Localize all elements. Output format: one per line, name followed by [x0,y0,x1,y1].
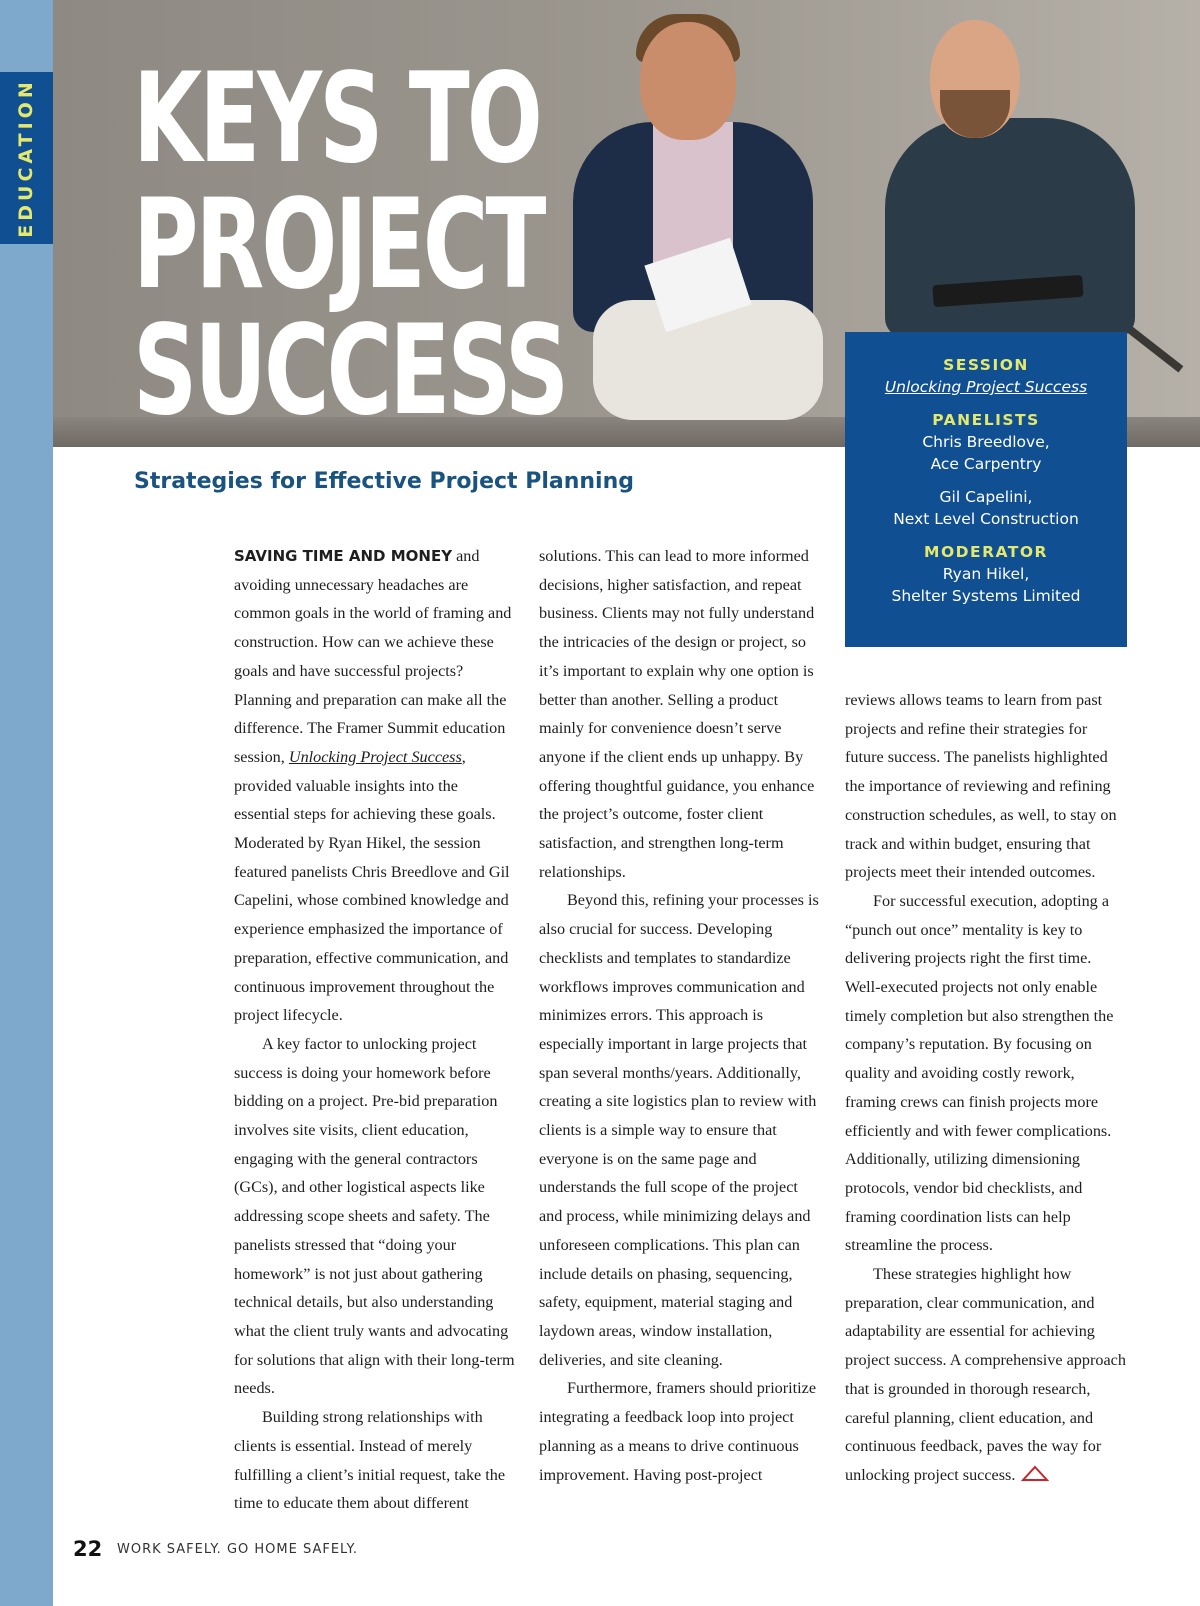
col2-paragraph-1: solutions. This can lead to more informed decisions, higher satisfaction, and repeat business. Clients may not fully understand the intricacies of the design or project, so it’s important to explain why one option is better than another. Selling a product mainly for convenience doesn’t serve anyone if the client ends up unhappy. By offering thoughtful guidance, you enhance the project’s outcome, foster client satisfaction, and strengthen long-term relationships. [539,547,815,881]
title-line-3: SUCCESS [133,299,567,443]
panelist-1-company: Ace Carpentry [930,455,1042,473]
panelist-2-company: Next Level Construction [893,510,1079,528]
article-column-1 [234,542,516,1518]
panelist-1-head [640,22,736,140]
section-label: EDUCATION [15,78,37,238]
panelists-heading: PANELISTS [932,410,1040,429]
footer-tagline: WORK SAFELY. GO HOME SAFELY. [117,1542,358,1557]
col2-paragraph-3: Furthermore, framers should prioritize integrating a feedback loop into project planning as a means to drive continuous improvement. Having post-project [539,1379,817,1484]
col1-p1-text-b: , provided valuable insights into the essential steps for achieving these goals. Moderated by Ryan Hikel, the session featured panelists Chris Breedlove and Gil Capelini, whose combined knowledge and experience emphasized the importance of preparation, effective communication, and continuous improvement throughout the project lifecycle. [234,747,510,1025]
article-column-3 [845,686,1127,1490]
col3-paragraph-3 [845,1260,1127,1490]
triangle-outline-icon [1021,1465,1049,1482]
col1-paragraph-1 [234,542,516,1030]
article-title [133,47,567,443]
title-line-1: KEYS TO [133,47,540,191]
col1-paragraph-2: A key factor to unlocking project success is doing your homework before bidding on a project. Pre-bid preparation involves site visits, client education, engaging with the general contractors (GCs), and other logistical aspects like addressing scope sheets and safety. The panelists stressed that “doing your homework” is not just about gathering technical details, but also understanding what the client truly wants and advocating for solutions that align with their long-term needs. [234,1034,515,1398]
col2-paragraph-2: Beyond this, refining your processes is also crucial for success. Developing checklists and templates to standardize workflows improves communication and minimizes errors. This approach is especially important in large projects that span several months/years. Additionally, creating a site logistics plan to review with clients is a simple way to ensure that everyone is on the same page and understands the full scope of the project and process, while minimizing delays and unforeseen complications. This plan can include details on phasing, sequencing, safety, equipment, material staging and laydown areas, window installation, deliveries, and site cleaning. [539,891,819,1369]
panelist-2-name: Gil Capelini, [939,487,1033,506]
col3-p3-text: These strategies highlight how preparation, clear communication, and adaptability are essential for achieving project success. A comprehensive approach that is grounded in thorough research, careful planning, client education, and continuous feedback, paves the way for unlocking project success. [845,1265,1126,1484]
session-heading: SESSION [943,356,1029,374]
panelist-2-body [885,118,1135,338]
article-subtitle: Strategies for Effective Project Planning [134,469,634,494]
page-number: 22 [73,1537,103,1561]
panelist-1-name: Chris Breedlove, [922,432,1050,451]
col1-paragraph-3: Building strong relationships with clients is essential. Instead of merely fulfilling a client’s initial request, take the time to educate them about different [234,1408,506,1513]
col1-p1-text-a: and avoiding unnecessary headaches are common goals in the world of framing and construction. How can we achieve these goals and have successful projects? Planning and preparation can make all the difference. The Framer Summit education session, [234,547,512,766]
session-title: Unlocking Project Success [884,378,1088,396]
moderator-name: Ryan Hikel, [942,564,1030,583]
col3-paragraph-2: For successful execution, adopting a “punch out once” mentality is key to delivering projects right the first time. Well-executed projects not only enable timely completion but also strengthen the company’s reputation. By focusing on quality and avoiding costly rework, framing crews can finish projects more efficiently and with fewer complications. Additionally, utilizing dimensioning protocols, vendor bid checklists, and framing coordination lists can help streamline the process. [845,891,1114,1255]
session-infobox [845,332,1127,647]
moderator-heading: MODERATOR [924,542,1048,561]
lead-in: SAVING TIME AND MONEY [234,547,453,565]
session-title-reference: Unlocking Project Success [288,747,462,766]
article-column-2 [539,542,823,1489]
col3-paragraph-1: reviews allows teams to learn from past projects and refine their strategies for future success. The panelists highlighted the importance of reviewing and refining construction schedules, as well, to stay on track and within budget, ensuring that projects meet their intended outcomes. [845,691,1117,882]
title-line-2: PROJECT [133,173,544,317]
moderator-company: Shelter Systems Limited [891,587,1081,605]
